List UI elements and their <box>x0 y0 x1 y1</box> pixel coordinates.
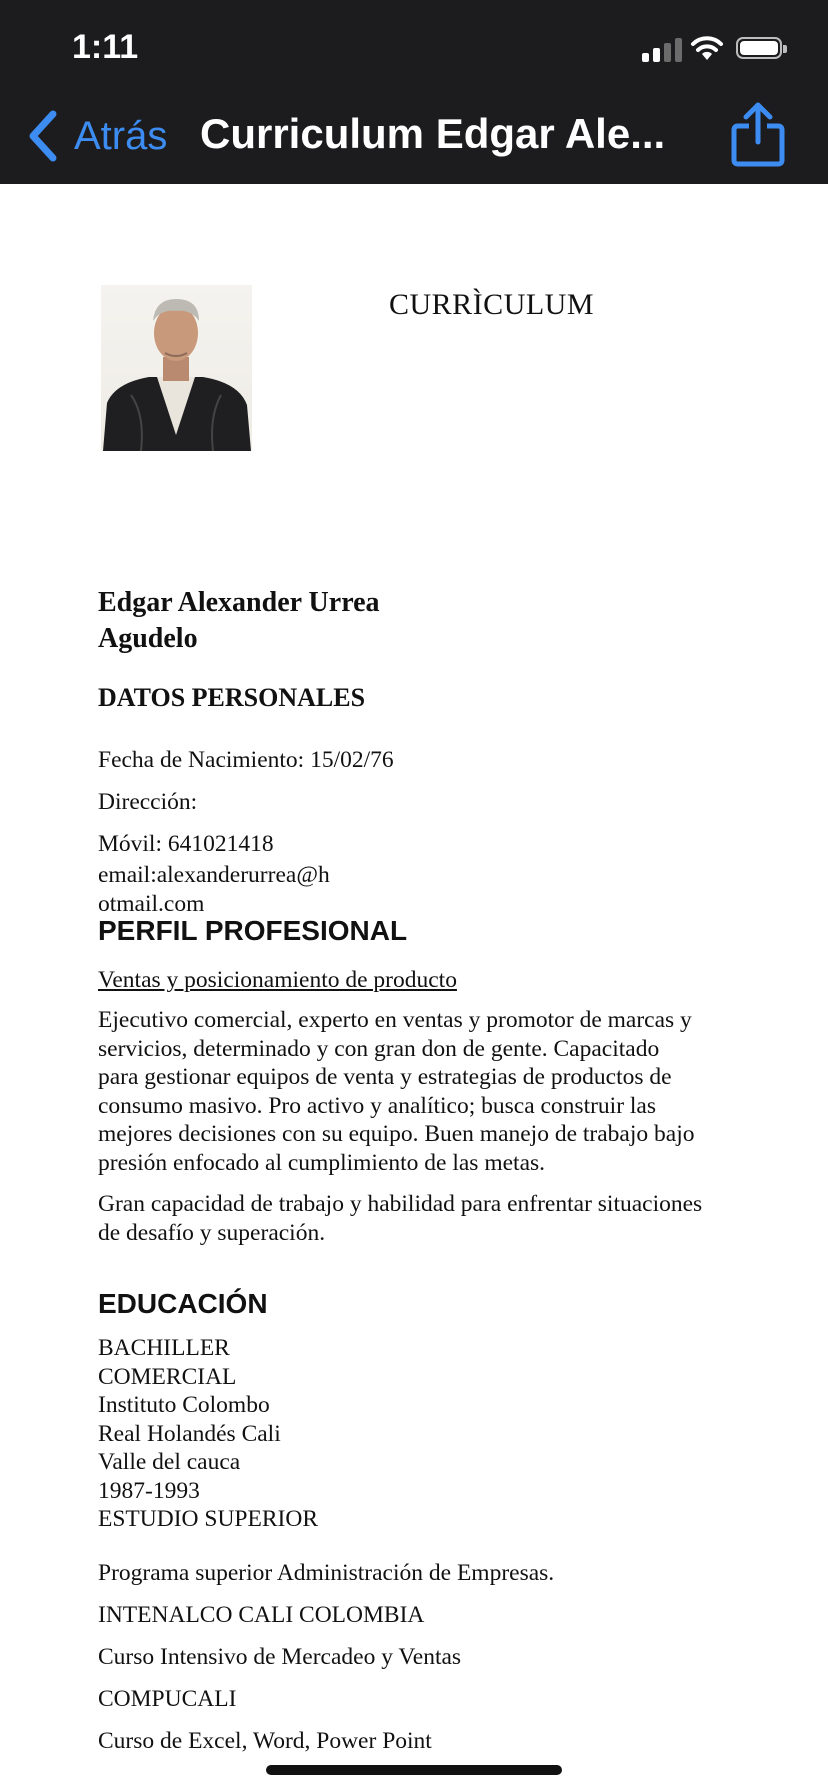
wifi-icon <box>690 34 724 62</box>
document-page[interactable] <box>0 184 828 1792</box>
candidate-name: Edgar Alexander Urrea Agudelo <box>98 587 380 654</box>
address: Dirección: <box>98 789 198 815</box>
back-label: Atrás <box>74 113 168 158</box>
profile-photo <box>101 285 252 451</box>
educacion-list: BACHILLER COMERCIAL Instituto Colombo Real Holandés Cali Valle del cauca 1987-1993 ESTUDIO SUPERIOR <box>98 1335 319 1532</box>
heading-datos-personales: DATOS PERSONALES <box>98 683 366 712</box>
status-time: 1:11 <box>72 28 139 66</box>
curso-excel: Curso de Excel, Word, Power Point <box>98 1728 432 1754</box>
email: email:alexanderurrea@h otmail.com <box>98 862 330 917</box>
heading-educacion: EDUCACIÓN <box>98 1288 268 1319</box>
curso-mercadeo: Curso Intensivo de Mercadeo y Ventas <box>98 1644 462 1670</box>
share-icon[interactable] <box>730 102 786 168</box>
cellular-signal-icon <box>642 36 682 62</box>
chevron-left-icon <box>26 110 60 162</box>
perfil-paragraph-2: Gran capacidad de trabajo y habilidad para enfrentar situaciones de desafío y superación. <box>98 1191 703 1246</box>
battery-icon <box>736 37 782 59</box>
curriculum-title: CURRÌCULUM <box>389 288 595 321</box>
compucali: COMPUCALI <box>98 1686 237 1712</box>
home-indicator[interactable] <box>266 1765 562 1775</box>
document-title: Curriculum Edgar Ale... <box>200 110 666 157</box>
mobile: Móvil: 641021418 <box>98 831 274 857</box>
top-bar <box>0 0 828 184</box>
birth-date: Fecha de Nacimiento: 15/02/76 <box>98 747 394 773</box>
perfil-paragraph-1: Ejecutivo comercial, experto en ventas y promotor de marcas y servicios, determinado y con gran don de gente. Capacitado para gestionar equipos de venta y estrategias de productos de consumo masivo. Pro activo y analítico; busca construir las mejores decisiones con su equipo. Buen manejo de trabajo bajo presión enfocado al cumplimiento de las metas. <box>98 1007 695 1176</box>
programa-superior: Programa superior Administración de Empresas. <box>98 1560 555 1586</box>
heading-perfil-profesional: PERFIL PROFESIONAL <box>98 915 408 946</box>
perfil-subheading: Ventas y posicionamiento de producto <box>98 967 457 993</box>
back-button[interactable] <box>26 106 167 166</box>
intenalco: INTENALCO CALI COLOMBIA <box>98 1602 425 1628</box>
